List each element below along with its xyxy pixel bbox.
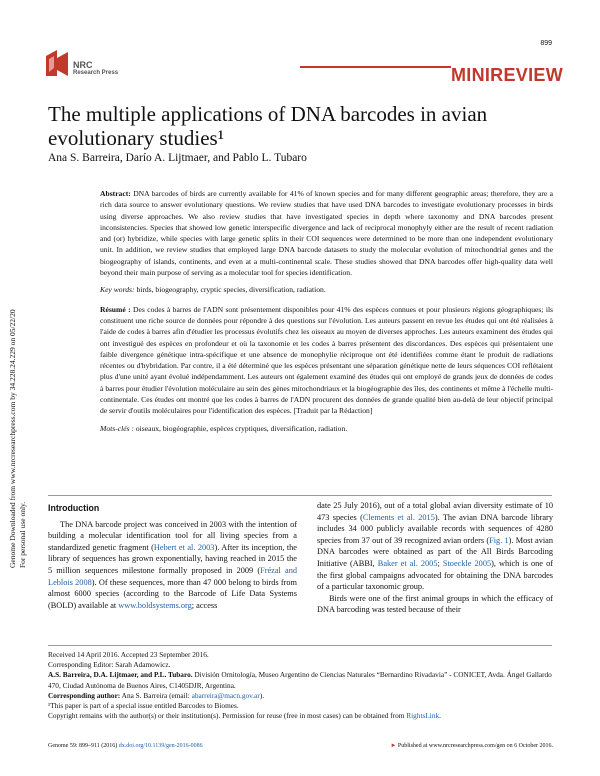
affiliation-names: A.S. Barreira, D.A. Lijtmaer, and P.L. Tubaro. [48,670,193,680]
abstract-section [100,188,553,434]
affiliation-text: División Ornitología, Museo Argentino de Ciencias Naturales “Bernardino Rivadavia” - CONICET, Avda. Ángel Gallardo 470, Ciudad Autónoma de Buenos Aires, C1405DJR, Argentina. [48,670,552,690]
rightslink-link[interactable]: RightsLink [406,711,440,721]
citation-link[interactable]: Clements et al. 2015 [362,512,435,522]
keywords-text: birds, biogeography, cryptic species, diversification, radiation. [136,285,326,295]
arrow-icon: ► [390,743,398,749]
corresponding-editor: Corresponding Editor: Sarah Adamowicz. [48,660,171,670]
body-text: ). After its inception, the library of sequences has grown exponentially, having reached in 2015 the 5 million sequences milestone formally proposed in 2009 ( [48,542,297,575]
footnotes [48,650,553,721]
body-text: date 25 July 2016), out of a total global avian diversity estimate of 10 473 species ( [317,501,553,522]
divider [48,645,552,646]
resume-text: Des codes à barres de l'ADN sont présentement disponibles pour 41% des espèces connues et pour plusieurs régions géographiques; ils constituent une riche source de données pour répondre à des questions sur l'évolution. Les auteurs passent en revue les études qui ont été réalisées à l'aide de codes à barres afin d'étudier les processus évolutifs chez les oiseaux au moyen de diverses approches. Les auteurs examinent des études qui ont investigué des espèces en profondeur et où la taxonomie et les codes à barres présentent des discordances. Des espèces qui présentaient une faible divergence génétique intra-spécifique et une absence de monophylie réciproque ont été identifiées comme étant le produit de radiations récentes ou d'hybridation. Par contre, il a été déterminé que les espèces présentant une séparation génétique nette de leurs séquences COI reflétaient plus d'une unité ayant évolué indépendamment. Les auteurs ont également examiné des études qui ont employé de grands jeux de données de codes à barres pour étudier l'évolution moléculaire au sein des gènes mitochondriaux et la biogéographie des îles, des continents et même à l'échelle multi-continentale. Ces études ont montré que les codes à barres de l'ADN procurent des données de grande qualité bien au-delà de leur objectif principal de servir d'outils moléculaires pour l'identification des espèces. [Traduit par la Rédaction] [100,304,554,416]
corresponding-author-end: ). [259,690,265,700]
footer-published-text: Published at www.nrcresearchpress.com/gen on 6 October 2016. [397,743,553,749]
section-label: MINIREVIEW [450,65,563,85]
sidebar-download-line: Genome Downloaded from www.nrcresearchpress.com by 34.228.24.229 on 05/22/20 [8,309,17,568]
email-link[interactable]: abarreira@macn.gov.ar [191,690,260,700]
footer-citation [48,742,203,750]
received-dates: Received 14 April 2016. Accepted 23 September 2016. [48,650,209,659]
publisher-logo[interactable] [44,48,154,86]
citation-link[interactable]: Frézal and Leblois 2008 [48,565,297,587]
body-text: ). Most avian DNA barcodes were obtained as part of the All Birds Barcoding Initiative (ABBI, [317,535,553,568]
mots-cles-text: oiseaux, biogéographie, espèces cryptiques, diversification, radiation. [135,423,348,433]
resume-label: Résumé : [100,304,131,314]
corresponding-author-text: Ana S. Barreira (email: [120,690,192,700]
footer-published [390,742,553,750]
section-bar [300,65,563,85]
body-text: ; access [191,600,218,610]
body-paragraph [48,519,297,612]
body-paragraph [317,500,553,593]
body-text: ; [437,558,443,568]
body-text: ). The avian DNA barcode library includes 34 000 publicly available records with sequences of 4280 species from 37 out of 39 recognized avian orders ( [317,512,553,545]
logo-text-research-press: Research Press [73,70,119,76]
affiliation [48,670,553,690]
citation-link[interactable]: Hebert et al. 2003 [153,542,215,552]
mots-cles [100,423,553,434]
mots-cles-label: Mots-clés : [100,423,134,433]
citation-link[interactable]: Stoeckle 2005 [442,558,492,568]
corresponding-author [48,691,553,701]
divider [48,495,552,496]
citation-link[interactable]: Baker et al. 2005 [377,558,438,568]
keywords [100,284,553,295]
body-text: The DNA barcode project was conceived in 2003 with the intention of building a molecular identification tool for all living species from a standardized genetic fragment ( [48,519,297,552]
keywords-label: Key words: [100,285,135,295]
copyright-end: . [439,711,441,721]
body-text: ). Of these sequences, more than 47 000 belong to birds from almost 6000 species (according to the Barcode of Life Data Systems (BOLD) available at [48,577,297,610]
logo-text-nrc: NRC [73,60,93,70]
download-sidebar [2,190,32,570]
copyright-text: Copyright remains with the author(s) or their institution(s). Permission for reuse (free in most cases) can be obtained from [48,711,407,721]
abstract-text: DNA barcodes of birds are currently available for 41% of known species and for many different geographic areas; therefore, they are a rich data source to answer evolutionary questions. We review studies that have used DNA barcodes to investigate evolutionary processes in birds using diverse approaches. We also review studies that have investigated species in depth where taxonomy and DNA barcodes present inconsistencies. Species that showed low genetic interspecific divergence and lack of reciprocal monophyly either are the result of recent radiation and (or) hybridize, while species with large genetic splits in their COI sequences were determined to be more than one independent evolutionary unit. In addition, we review studies that employed large DNA barcode datasets to study the molecular evolution of mitochondrial genes and the biogeography of islands, continents, and even at a multi-continental scale. These studies showed that DNA barcodes offer high-quality data well beyond their main purpose of serving as a molecular tool for species identification. [100,189,554,278]
page-number: 899 [540,40,552,47]
special-issue-note: ¹This paper is part of a special issue entitled Barcodes to Biomes. [48,701,239,711]
body-column-right [317,500,553,616]
abstract [100,188,553,278]
url-link[interactable]: www.boldsystems.org [118,600,192,610]
doi-link[interactable]: dx.doi.org/10.1139/gen-2016-0086 [118,743,203,749]
body-column-left [48,500,297,611]
article-title: The multiple applications of DNA barcodes in avian evolutionary studies¹ [48,102,488,150]
body-text: ), which is one of the first global campaigns advocated for obtaining the DNA barcodes of a particular taxonomic group. [317,558,553,592]
section-heading-introduction: Introduction [48,503,100,513]
nrc-logo-icon [44,48,70,78]
abstract-label: Abstract: [100,189,131,198]
sidebar-personal-use-line: For personal use only. [18,501,27,568]
authors: Ana S. Barreira, Darío A. Lijtmaer, and Pablo L. Tubaro [48,152,307,164]
copyright [48,711,553,721]
body-paragraph: Birds were one of the first animal groups in which the efficacy of DNA barcoding was tested because of their [317,593,553,615]
corresponding-author-label: Corresponding author: [48,690,121,700]
footer-journal: Genome 59: 899–911 (2016) [48,743,119,749]
figure-link[interactable]: Fig. 1 [489,535,509,545]
resume [100,304,553,417]
